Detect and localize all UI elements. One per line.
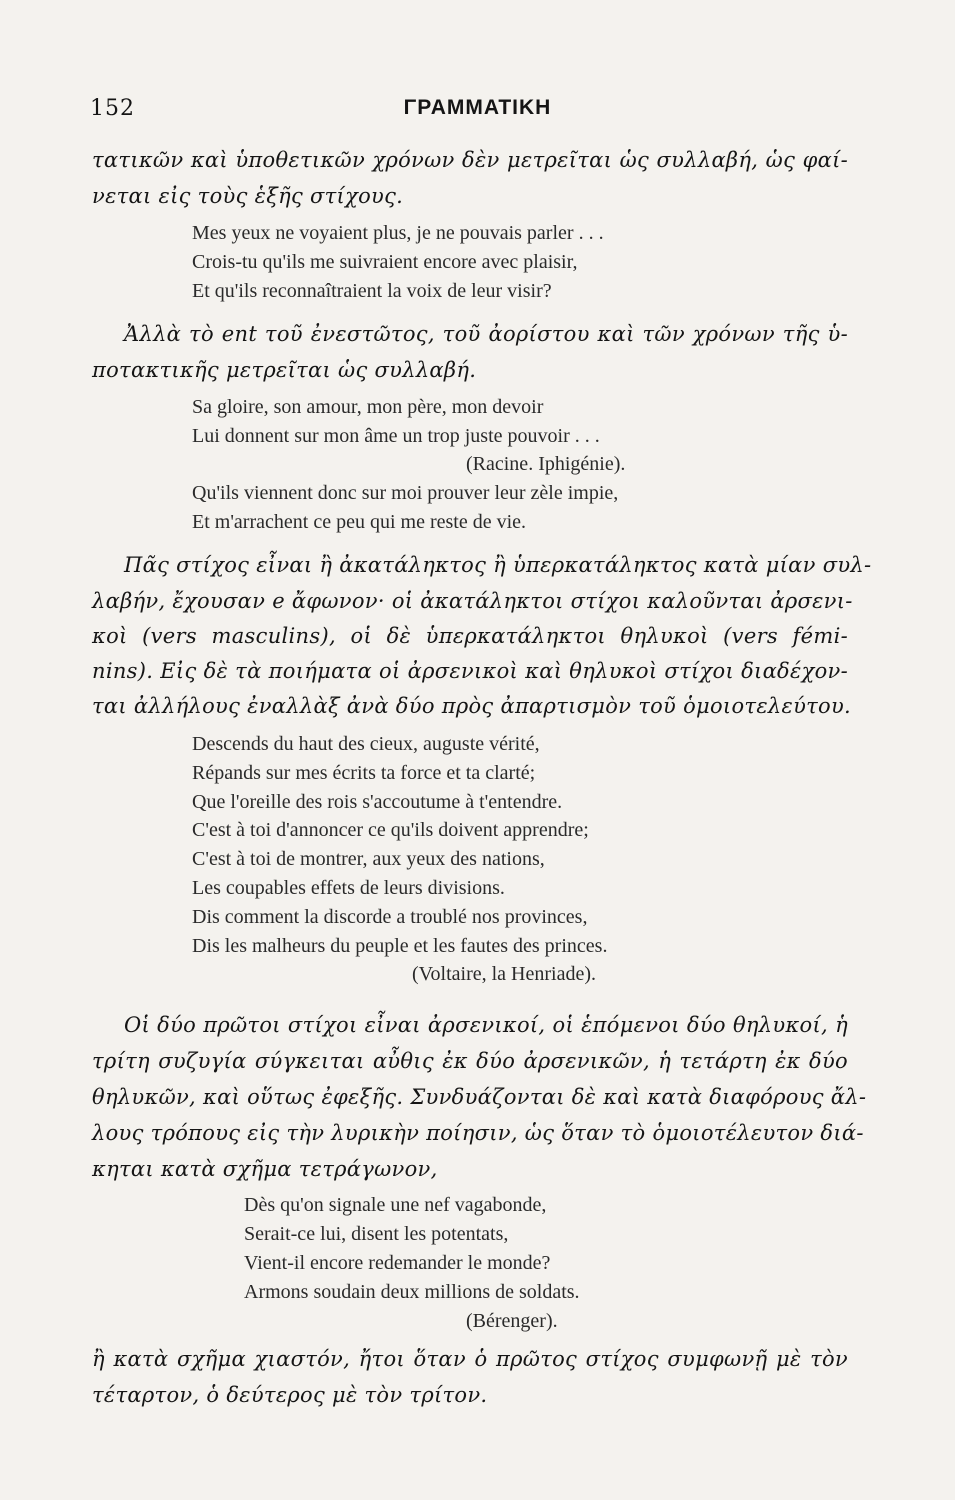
page-number: 152 (90, 96, 135, 121)
citation: (Racine. Iphigénie). (466, 453, 626, 475)
citation: (Bérenger). (466, 1310, 558, 1332)
verse-line: Serait-ce lui, disent les potentats, (244, 1223, 509, 1245)
text-line: κηται κατὰ σχῆμα τετράγωνον, (92, 1157, 438, 1181)
text-line: τρίτη συζυγία σύγκειται αὖθις ἐκ δύο ἀρσενικῶν, ἡ τετάρτη ἐκ δύο (92, 1049, 848, 1073)
verse-line: Mes yeux ne voyaient plus, je ne pouvais parler . . . (192, 222, 604, 244)
text-line: Ἀλλὰ τὸ ent τοῦ ἐνεστῶτος, τοῦ ἀορίστου καὶ τῶν χρόνων τῆς ὑ- (124, 322, 848, 346)
text-line: ἢ κατὰ σχῆμα χιαστόν, ἤτοι ὅταν ὁ πρῶτος στίχος συμφωνῇ μὲ τὸν (92, 1347, 848, 1371)
verse-line: Que l'oreille des rois s'accoutume à t'entendre. (192, 791, 563, 813)
verse-line: Lui donnent sur mon âme un trop juste pouvoir . . . (192, 425, 600, 447)
text-line: τέταρτον, ὁ δεύτερος μὲ τὸν τρίτον. (92, 1383, 488, 1407)
text-line: ται ἀλλήλους ἐναλλὰξ ἀνὰ δύο πρὸς ἀπαρτισμὸν τοῦ ὁμοιοτελεύτου. (92, 694, 852, 718)
verse-line: Dès qu'on signale une nef vagabonde, (244, 1194, 547, 1216)
verse-line: Qu'ils viennent donc sur moi prouver leur zèle impie, (192, 482, 619, 504)
verse-line: Armons soudain deux millions de soldats. (244, 1281, 580, 1303)
text-line: τατικῶν καὶ ὑποθετικῶν χρόνων δὲν μετρεῖται ὡς συλλαβή, ὡς φαί- (92, 148, 848, 172)
verse-line: Et qu'ils reconnaîtraient la voix de leur visir? (192, 280, 552, 302)
text-line: λαβήν, ἔχουσαν e ἄφωνον· οἱ ἀκατάληκτοι στίχοι καλοῦνται ἀρσενι- (92, 589, 853, 613)
verse-line: Vient-il encore redemander le monde? (244, 1252, 551, 1274)
text-line: ποτακτικῆς μετρεῖται ὡς συλλαβή. (92, 358, 477, 382)
text-line: Πᾶς στίχος εἶναι ἢ ἀκατάληκτος ἢ ὑπερκατάληκτος κατὰ μίαν συλ- (124, 553, 872, 577)
verse-line: Sa gloire, son amour, mon père, mon devoir (192, 396, 544, 418)
verse-line: C'est à toi de montrer, aux yeux des nations, (192, 848, 545, 870)
text-line: λους τρόπους εἰς τὴν λυρικὴν ποίησιν, ὡς ὅταν τὸ ὁμοιοτέλευτον διά- (92, 1121, 864, 1145)
verse-line: Dis les malheurs du peuple et les fautes des princes. (192, 935, 608, 957)
verse-line: Dis comment la discorde a troublé nos provinces, (192, 906, 588, 928)
running-title: ΓΡΑΜΜΑΤΙΚΗ (403, 96, 552, 119)
verse-line: Les coupables effets de leurs divisions. (192, 877, 505, 899)
verse-line: C'est à toi d'annoncer ce qu'ils doivent apprendre; (192, 819, 589, 841)
verse-line: Et m'arrachent ce peu qui me reste de vie. (192, 511, 527, 533)
citation: (Voltaire, la Henriade). (412, 963, 596, 985)
text-line: νεται εἰς τοὺς ἑξῆς στίχους. (92, 184, 404, 208)
text-line: θηλυκῶν, καὶ οὕτως ἐφεξῆς. Συνδυάζονται δὲ καὶ κατὰ διαφόρους ἄλ- (92, 1085, 867, 1109)
text-line: Οἱ δύο πρῶτοι στίχοι εἶναι ἀρσενικοί, οἱ ἑπόμενοι δύο θηλυκοί, ἡ (124, 1013, 848, 1037)
verse-line: Descends du haut des cieux, auguste vérité, (192, 733, 540, 755)
verse-line: Crois-tu qu'ils me suivraient encore avec plaisir, (192, 251, 578, 273)
verse-line: Répands sur mes écrits ta force et ta clarté; (192, 762, 536, 784)
text-line: κοὶ (vers masculins), οἱ δὲ ὑπερκατάληκτοι θηλυκοὶ (vers fémi- (92, 624, 848, 648)
text-line: nins). Εἰς δὲ τὰ ποιήματα οἱ ἀρσενικοὶ καὶ θηλυκοὶ στίχοι διαδέχον- (92, 659, 848, 683)
